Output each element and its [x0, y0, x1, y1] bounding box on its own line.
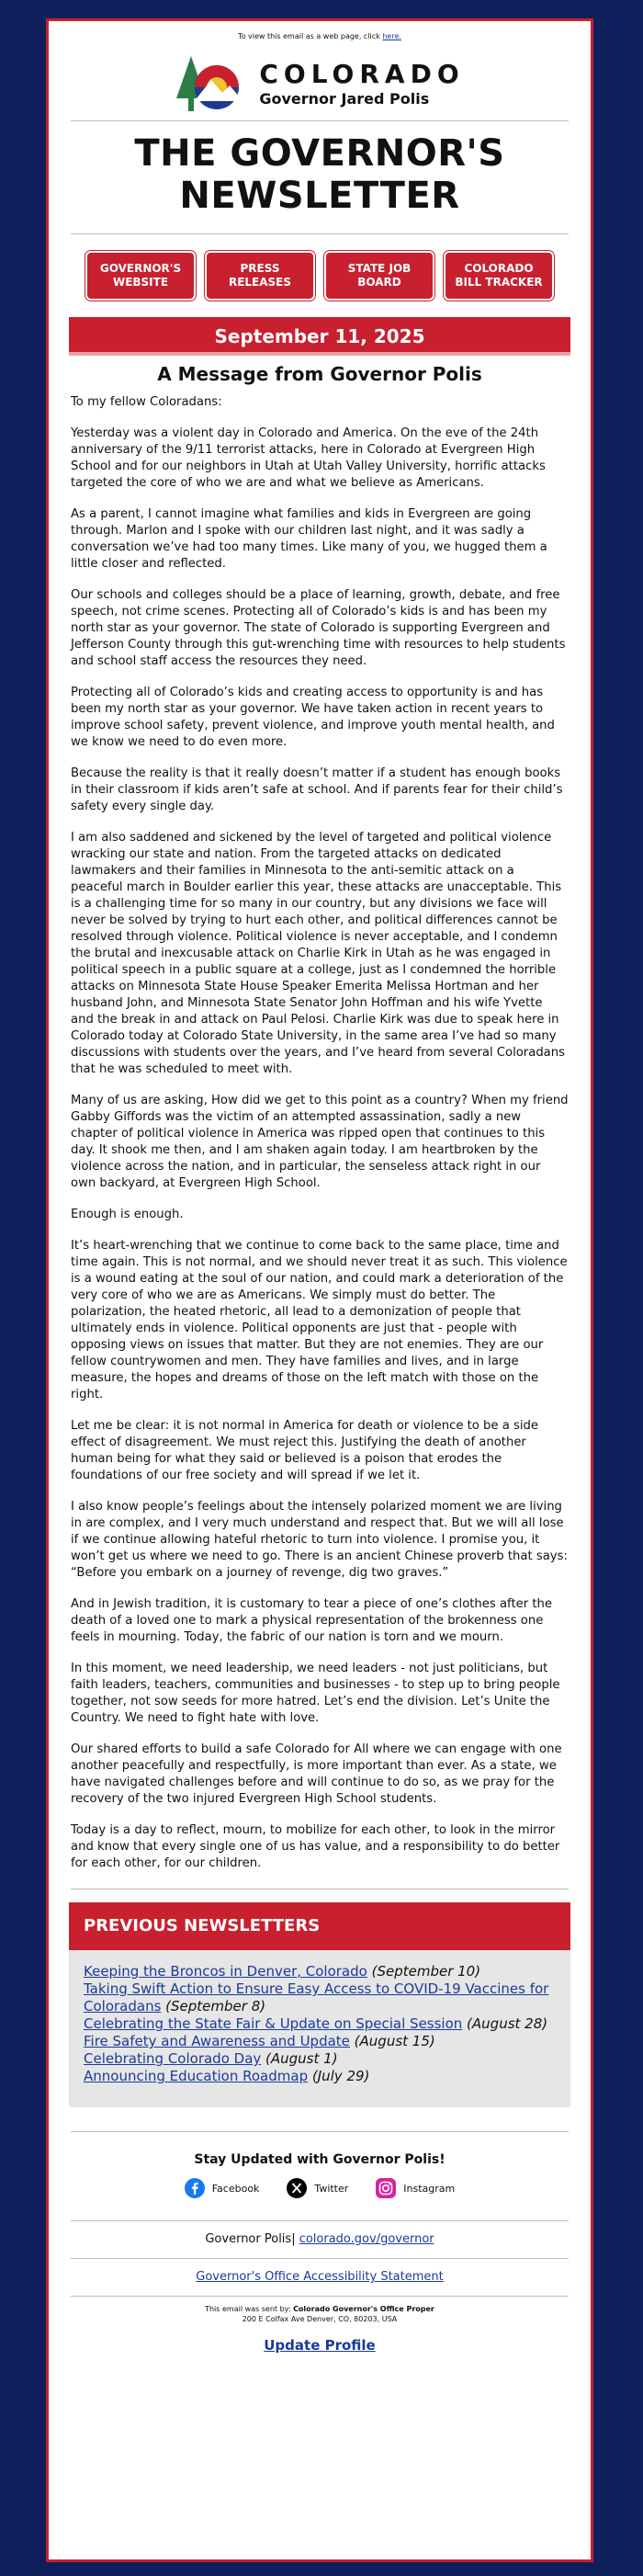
newsletter-date: (September 8): [161, 1998, 266, 2014]
sent-by-label: This email was sent by:: [205, 2305, 294, 2313]
colorado-logo[interactable]: [58, 49, 581, 120]
newsletter-date: (July 29): [308, 2068, 370, 2084]
letter-paragraph: Today is a day to reflect, mourn, to mobilize for each other, to look in the mirror and know that every single one of us has value, and a responsibility to do better for each other, for our children.: [71, 1823, 560, 1870]
instagram-link[interactable]: [376, 2178, 455, 2198]
letter-paragraph: Our schools and colleges should be a place of learning, growth, debate, and free speech, not crime scenes. Protecting all of Colorado’s kids is and has been my north star as your governor. The state of Colorado is supporting Evergreen and Jefferson County through this gut-wrenching time with resources to help students and school staff access the resources they need.: [71, 588, 566, 668]
newsletter-link[interactable]: Celebrating Colorado Day: [84, 2050, 262, 2067]
footer-name: Governor Polis|: [205, 2232, 299, 2246]
logo-state-name: COLORADO: [259, 59, 465, 89]
letter-body: [71, 394, 569, 1872]
newsletter-date: (August 1): [261, 2050, 338, 2067]
instagram-label: Instagram: [403, 2182, 456, 2195]
state-job-board-button[interactable]: STATE JOB BOARD: [324, 251, 434, 301]
sender-name: Colorado Governor's Office Proper: [293, 2305, 434, 2313]
x-icon: [287, 2178, 307, 2198]
letter-paragraph: Let me be clear: it is not normal in America for death or violence to be a side effect of disagreement. We must reject this. Justifying the death of another human being for what they said or believed is a poison that erodes the foundations of our free society and will spread if we let it.: [71, 1419, 539, 1482]
newsletter-link[interactable]: Keeping the Broncos in Denver, Colorado: [84, 1963, 367, 1980]
logo-governor-name: Governor Jared Polis: [259, 90, 430, 108]
update-profile-link[interactable]: Update Profile: [264, 2337, 376, 2354]
list-item: [84, 2015, 556, 2033]
list-item: [84, 1963, 556, 1980]
letter-paragraph: To my fellow Coloradans:: [71, 395, 222, 409]
previous-newsletters: [69, 1902, 570, 2107]
preheader-text: To view this email as a web page, click: [238, 32, 383, 40]
facebook-link[interactable]: [185, 2178, 260, 2198]
facebook-icon: [185, 2178, 205, 2198]
divider: [71, 120, 569, 121]
newsletter-date: (August 28): [462, 2015, 548, 2032]
newsletter-link[interactable]: Fire Safety and Awareness and Update: [84, 2033, 350, 2049]
footer-accessibility: [58, 2259, 581, 2296]
governor-site-link[interactable]: colorado.gov/governor: [299, 2232, 434, 2246]
nav-buttons: [58, 251, 581, 306]
footer-governor-site: [58, 2221, 581, 2258]
divider: [71, 2131, 569, 2132]
newsletter-link[interactable]: Celebrating the State Fair & Update on Special Session: [84, 2015, 463, 2032]
letter-paragraph: Yesterday was a violent day in Colorado and America. On the eve of the 24th anniversary of the 9/11 terrorist attacks, here in Colorado at Evergreen High School and for our neighbors in Utah at Utah Valley University, horrific attacks targeted the core of who we are and what we believe as Americans.: [71, 426, 546, 490]
instagram-icon: [376, 2178, 396, 2198]
previous-newsletters-list: [69, 1950, 570, 2107]
newsletter-frame: [46, 18, 593, 2562]
newsletter-link[interactable]: Announcing Education Roadmap: [84, 2068, 309, 2084]
letter-paragraph: I am also saddened and sickened by the level of targeted and political violence wracking our state and nation. From the targeted attacks on dedicated lawmakers and their families in Minnesota to the anti-semitic attack on a peaceful march in Boulder earlier this year, these attacks are unacceptable. This is a challenging time for so many in our country, but any divisions we face will never be solved by trying to hurt each other, and political differences cannot be resolved through violence. Political violence is never acceptable, and I condemn the brutal and inexcusable attack on Charlie Kirk in Utah as he was engaged in political speech in a public square at a college, just as I condemned the horrible attacks on Minnesota State House Speaker Emerita Melissa Hortman and her husband John, and Minnesota State Senator John Hoffman and his wife Yvette and the break in and attack on Paul Pelosi. Charlie Kirk was due to speak here in Colorado today at Colorado State University, in the same area I’ve had so many discussions with students over the years, and I’ve heard from several Coloradans that he was scheduled to meet with.: [71, 831, 565, 1076]
title-line-1: THE GOVERNOR'S: [134, 132, 505, 175]
title-line-2: NEWSLETTER: [179, 175, 460, 217]
letter-paragraph: In this moment, we need leadership, we need leaders - not just politicians, but faith leaders, teachers, communities and businesses - to step up to bring people together, not sow seeds for more hatred. Let’s end the division. Let’s Unite the Country. We need to fight hate with love.: [71, 1662, 560, 1725]
letter-paragraph: Our shared efforts to build a safe Colorado for All where we can engage with one another peacefully and respectfully, is more important than ever. As a state, we have navigated challenges before and will continue to do so, as we pray for the recovery of the two injured Evergreen High School students.: [71, 1742, 562, 1806]
update-profile: [58, 2337, 581, 2354]
letter-paragraph: Because the reality is that it really doesn’t matter if a student has enough books in their classroom if kids aren’t safe at school. And if parents fear for their child’s safety every single day.: [71, 766, 563, 813]
colorado-bill-tracker-button[interactable]: COLORADO BILL TRACKER: [444, 251, 554, 301]
twitter-label: Twitter: [314, 2182, 349, 2195]
date-banner: September 11, 2025: [69, 317, 570, 356]
colorado-mountain-logo-icon: [175, 52, 248, 117]
preheader: [58, 21, 581, 49]
sender-address: 200 E Colfax Ave Denver, CO, 80203, USA: [242, 2315, 398, 2323]
letter-paragraph: It’s heart-wrenching that we continue to come back to the same place, time and time again. This is not normal, and we should never treat it as such. This violence is a wound eating at the soul of our nation, and could mark a deterioration of the very core of who we are as Americans. We simply must do better. The polarization, the heated rhetoric, all lead to a demonization of people that ultimately ends in violence. Political opponents are just that - people with opposing views on issues that matter. But they are not enemies. They are our fellow countrywomen and men. They have families and lives, and in large measure, the hopes and dreams of those on the left match with those on the right.: [71, 1239, 568, 1401]
letter-paragraph: As a parent, I cannot imagine what families and kids in Evergreen are going through. Marlon and I spoke with our children last night, and it was sadly a conversation we’ve had too many times. Like many of you, we hugged them a little closer and reflected.: [71, 507, 547, 571]
web-view-link[interactable]: here.: [382, 32, 401, 40]
list-item: [84, 1980, 556, 2015]
letter-paragraph: Many of us are asking, How did we get to this point as a country? When my friend Gabby Giffords was the victim of an attempted assassination, sadly a new chapter of political violence in America was ripped open that continues to this day. It shook me then, and I am shaken again today. I am heartbroken by the violence across the nation, and in particular, the senseless attack right in our own backyard, at Evergreen High School.: [71, 1094, 569, 1190]
governors-website-button[interactable]: GOVERNOR'S WEBSITE: [85, 251, 196, 301]
divider: [71, 233, 569, 234]
list-item: [84, 2033, 556, 2050]
newsletter-date: (August 15): [349, 2033, 435, 2049]
letter-paragraph: And in Jewish tradition, it is customary to tear a piece of one’s clothes after the death of a loved one to mark a physical representation of the brokenness one feels in mourning. Today, the fabric of our nation is torn and we mourn.: [71, 1597, 553, 1644]
previous-newsletters-heading: PREVIOUS NEWSLETTERS: [69, 1902, 570, 1950]
facebook-label: Facebook: [211, 2182, 260, 2195]
newsletter-title: [58, 132, 581, 217]
letter-paragraph: I also know people’s feelings about the intensely polarized moment we are living in are complex, and I very much understand and respect that. But we will all lose if we continue allowing hateful rhetoric to turn into violence. I promise you, it won’t get us where we need to go. There is an ancient Chinese proverb that says: “Before you embark on a journey of revenge, dig two graves.”: [71, 1500, 568, 1580]
newsletter-body: [58, 21, 581, 2354]
message-title: A Message from Governor Polis: [157, 363, 482, 385]
sender-info: [58, 2297, 581, 2324]
social-links: [58, 2178, 581, 2198]
newsletter-date: (September 10): [367, 1963, 481, 1980]
letter-paragraph: Enough is enough.: [71, 1208, 184, 1221]
press-releases-button[interactable]: PRESS RELEASES: [205, 251, 315, 301]
accessibility-statement-link[interactable]: Governor's Office Accessibility Statement: [196, 2270, 444, 2284]
letter-paragraph: Protecting all of Colorado’s kids and creating access to opportunity is and has been my north star as your governor. We have taken action in recent years to improve school safety, prevent violence, and improve youth mental health, and we know we need to do even more.: [71, 686, 555, 749]
list-item: [84, 2050, 556, 2068]
twitter-link[interactable]: [287, 2178, 348, 2198]
stay-updated-heading: Stay Updated with Governor Polis!: [194, 2152, 446, 2167]
list-item: [84, 2068, 556, 2085]
newsletter-link[interactable]: Taking Swift Action to Ensure Easy Access to COVID-19 Vaccines for Coloradans: [84, 1980, 549, 2014]
